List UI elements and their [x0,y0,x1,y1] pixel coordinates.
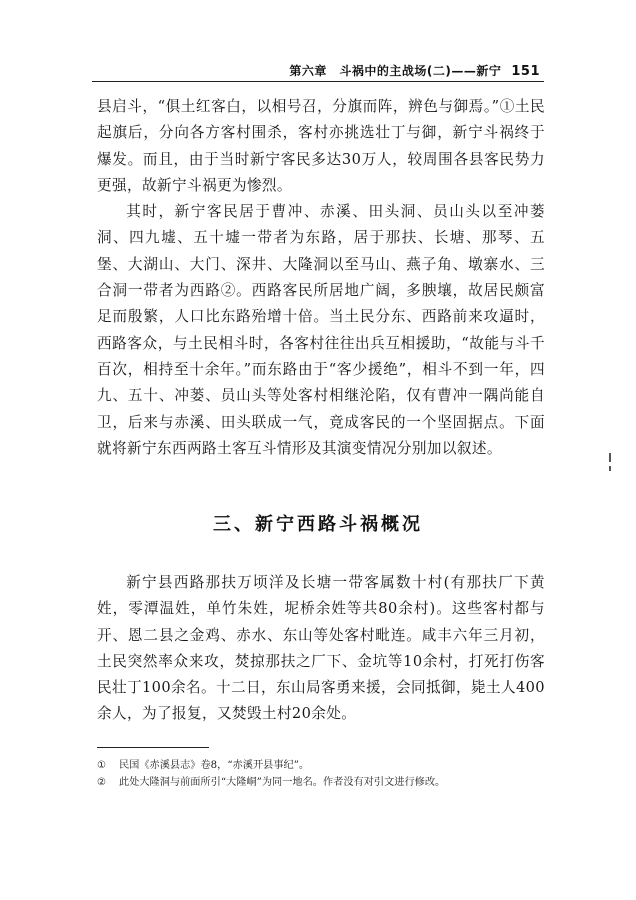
footnote-text: 民国《赤溪县志》卷8，“赤溪开县事纪”。 [119,760,310,771]
scan-mark [609,466,611,471]
footnote [97,774,547,791]
paragraph: 县启斗，“俱土红客白，以相号召，分旗而阵，辨色与御焉。”①土民起旗后，分向各方客村围杀，客村亦挑选壮丁与御，新宁斗祸终于爆发。而且，由于当时新宁客民多达30万人，较周围各县客民势力更强，故新宁斗祸更为惨烈。 [97,98,545,194]
paragraph: 新宁县西路那扶万顷洋及长塘一带客属数十村(有那扶厂下黄姓，零潭温姓，单竹朱姓，坭桥余姓等共80余村)。这些客村都与开、恩二县之金鸡、赤水、东山等处客村毗连。咸丰六年三月初，土民突然率众来攻，焚掠那扶之厂下、金坑等10余村，打死打伤客民壮丁100余名。十二日，东山局客勇来援，会同抵御，毙土人400余人，为了报复，又焚毁土村20余处。 [97,574,545,723]
paragraph: 其时，新宁客民居于曹冲、赤溪、田头洞、员山头以至冲蒌洞、四九墟、五十墟一带者为东路，居于那扶、长塘、那琴、五堡、大湖山、大门、深井、大隆洞以至马山、燕子角、墩寨水、三合洞一带者为西路②。西路客民所居地广阔，多腴壤，故居民颇富足而殷繁，人口比东路殆增十倍。当土民分东、西路前来攻逼时，西路客众，与土民相斗时，各客村往往出兵互相援助，“故能与斗千百次，相持至十余年。”而东路由于“客少援绝”，相斗不到一年，四九、五十、冲蒌、员山头等处客村相继沦陷，仅有曹冲一隅尚能自卫，后来与赤溪、田头联成一气，竟成客民的一个坚固据点。下面就将新宁东西两路土客互斗情形及其演变情况分别加以叙述。 [97,203,545,457]
running-header [289,62,540,79]
footnote [97,757,547,774]
footnote-mark: ② [97,777,107,788]
footnote-mark: ① [97,760,107,771]
footnote-text: 此处大隆洞与前面所引“大隆峒”为同一地名。作者没有对引文进行修改。 [119,777,446,788]
header-rule [92,81,544,82]
section-heading: 三、新宁西路斗祸概况 [213,514,423,535]
scan-mark [609,453,611,462]
running-header-title: 第六章 斗祸中的主战场(二)——新宁 [289,64,502,78]
body-text-upper [97,94,545,462]
footnotes [97,757,547,791]
footnote-rule [97,747,209,748]
page-number: 151 [511,64,540,79]
body-text-lower [97,570,545,728]
